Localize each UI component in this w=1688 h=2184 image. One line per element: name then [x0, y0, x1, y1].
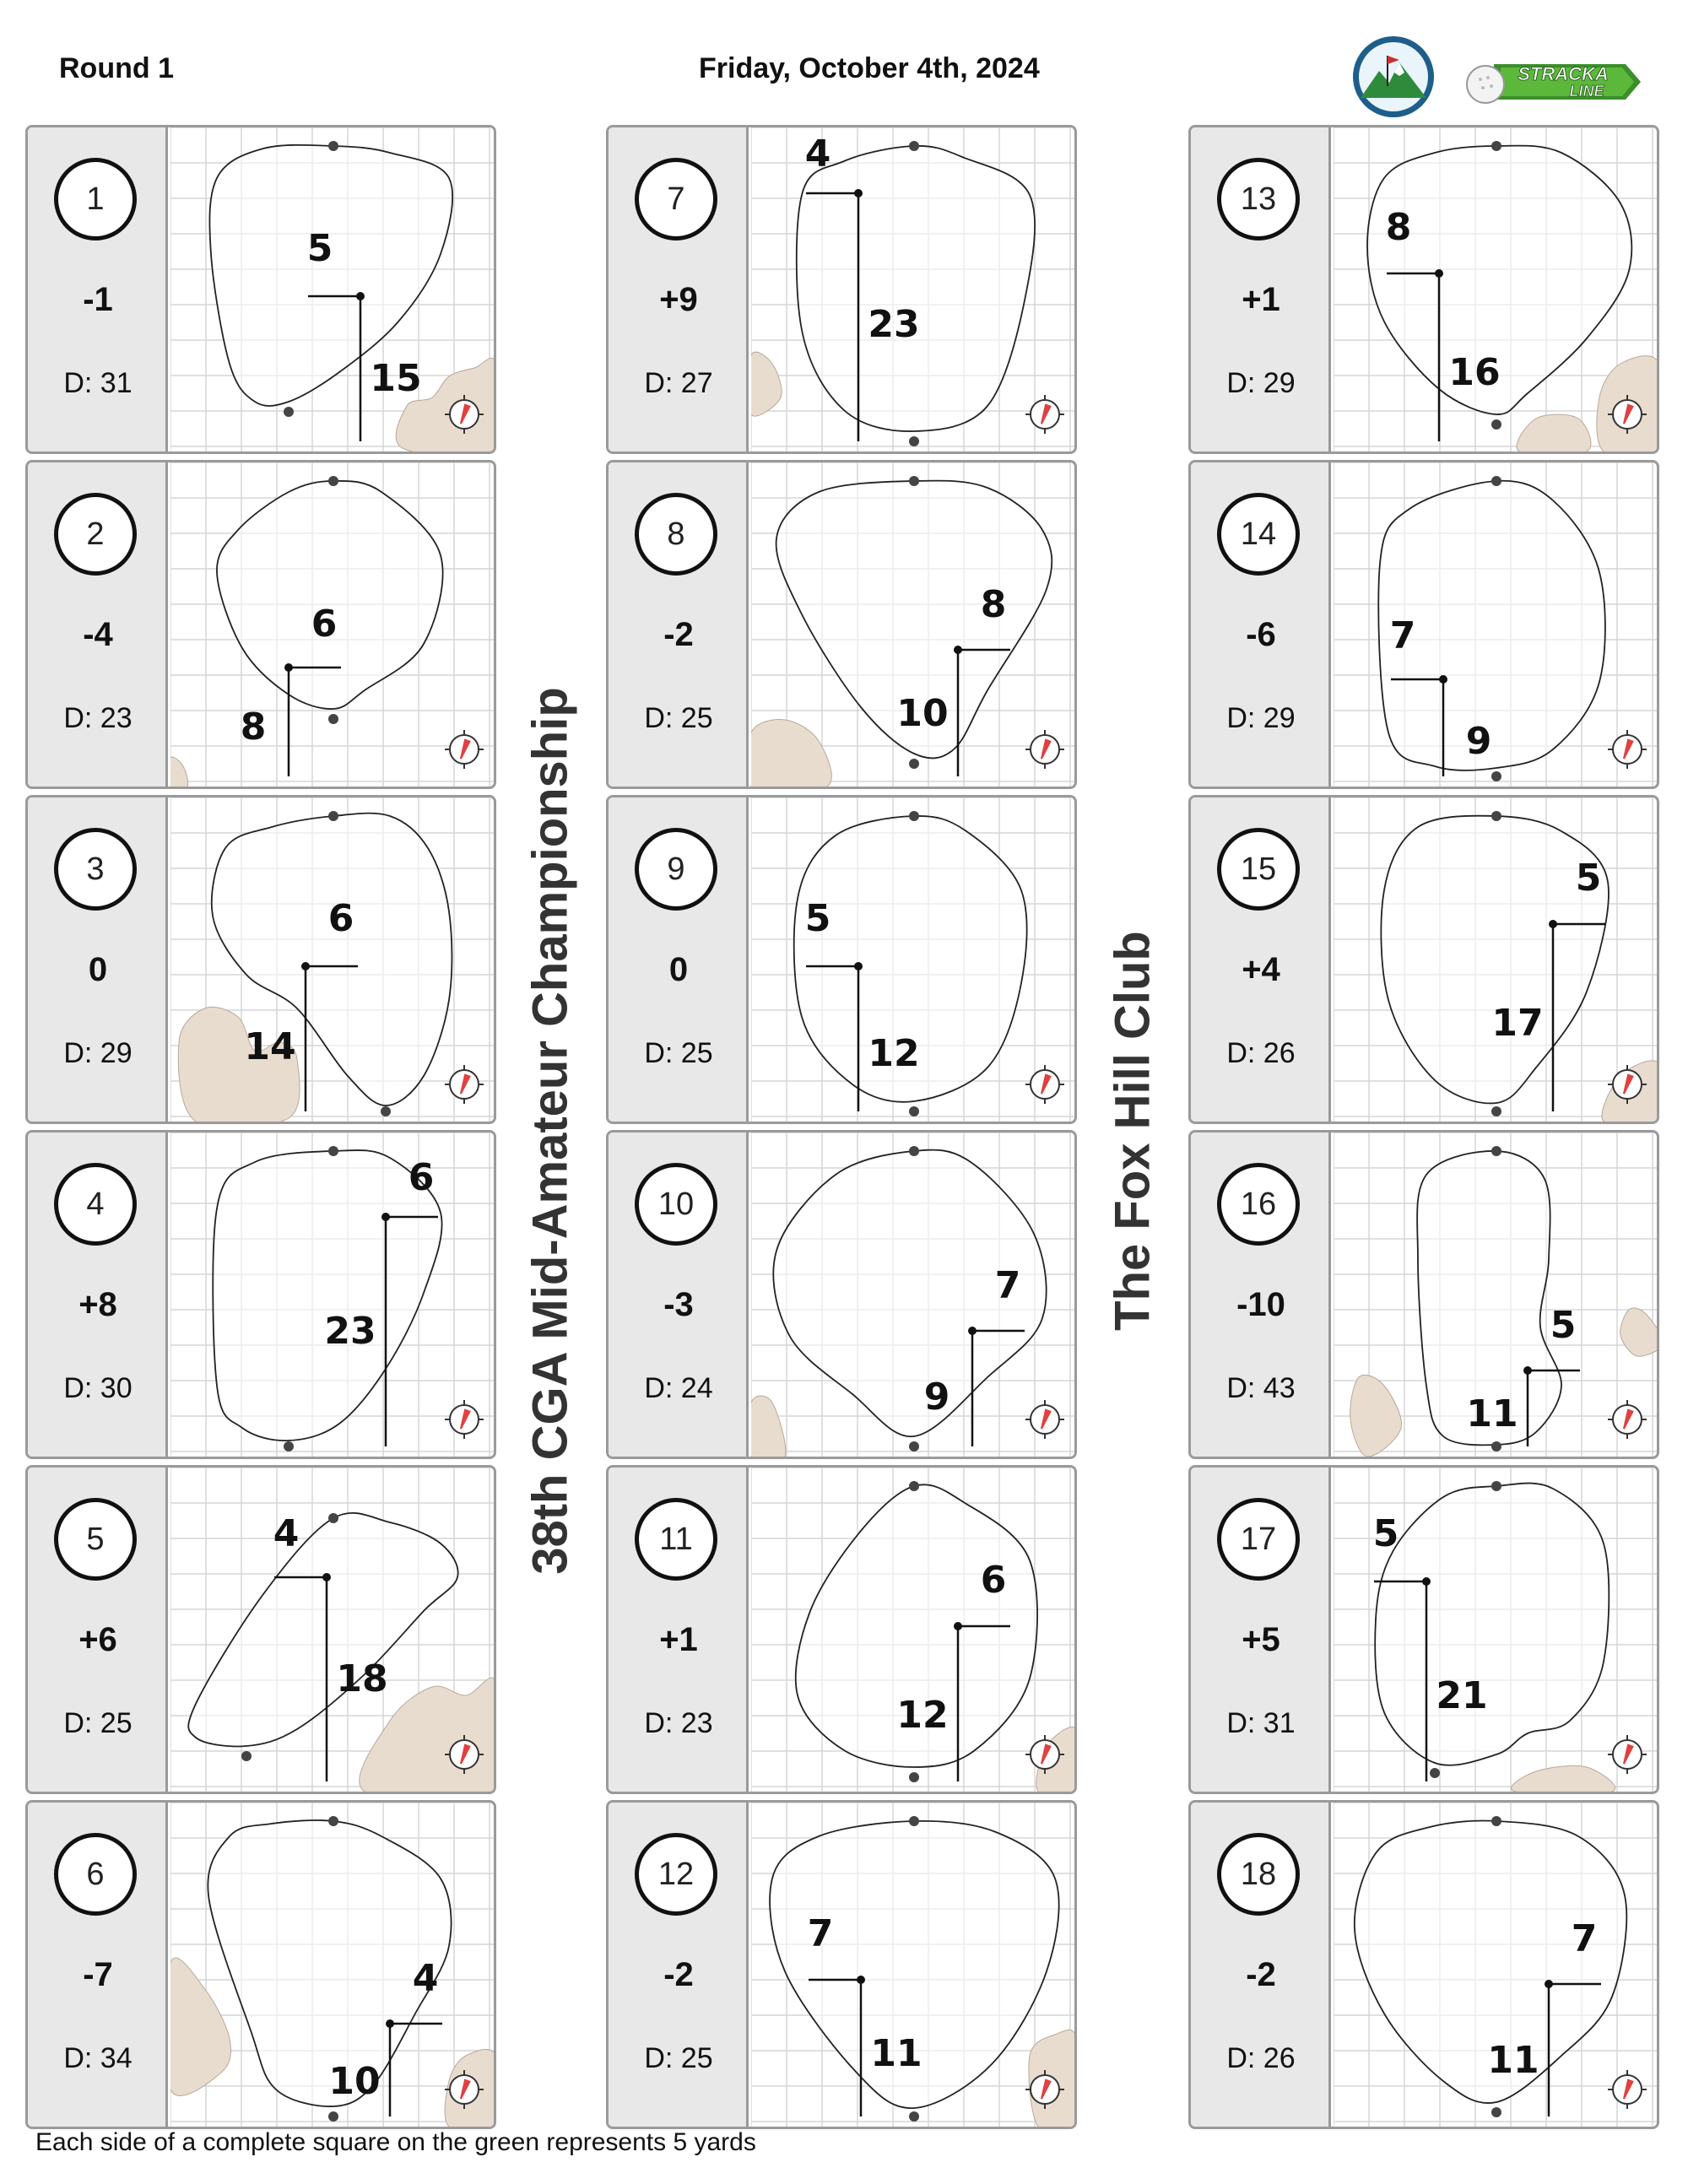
- pin-front-yards: 23: [324, 1310, 376, 1353]
- pin-front-yards: 21: [1436, 1674, 1488, 1717]
- pin-marker: [386, 2019, 394, 2028]
- green-diagram: [751, 797, 1077, 1122]
- pin-side-yards: 5: [306, 227, 333, 270]
- green-outline: [797, 146, 1035, 431]
- hole-info-panel: [1191, 462, 1331, 787]
- pin-front-yards: 12: [896, 1694, 949, 1737]
- compass-icon: [1025, 395, 1064, 434]
- hole-number: 6: [54, 1833, 137, 1916]
- back-marker: [909, 1481, 919, 1491]
- pin-front-yards: 8: [240, 705, 267, 749]
- green-depth: D: 25: [644, 2042, 713, 2074]
- front-marker: [284, 1441, 294, 1451]
- hole-info-panel: [1191, 1803, 1331, 2127]
- back-marker: [328, 1816, 338, 1826]
- hole-number: 13: [1217, 158, 1300, 241]
- back-marker: [1491, 811, 1501, 821]
- pin-marker: [284, 663, 293, 672]
- hole-number: 18: [1217, 1833, 1300, 1916]
- pin-front-yards: 9: [1465, 720, 1492, 763]
- pin-front-yards: 11: [870, 2032, 922, 2075]
- hole-score: -3: [663, 1286, 694, 1323]
- hole-card: [606, 125, 1077, 454]
- hole-card: [606, 1130, 1077, 1459]
- sponsor-word1: STRACKA: [1518, 63, 1609, 84]
- hole-card: [606, 1800, 1077, 2129]
- pin-marker: [857, 1976, 865, 1984]
- pin-marker: [381, 1213, 390, 1221]
- pin-front-yards: 9: [923, 1376, 950, 1419]
- back-marker: [1491, 1146, 1501, 1156]
- green-diagram: [170, 127, 496, 451]
- pin-front-yards: 14: [244, 1025, 296, 1068]
- front-marker: [381, 1106, 391, 1116]
- hole-card: [25, 1465, 496, 1794]
- pin-side-yards: 4: [273, 1512, 300, 1555]
- pin-side-yards: 4: [804, 132, 831, 176]
- hole-card: [25, 460, 496, 789]
- sponsor-word2: LINE: [1569, 83, 1604, 100]
- compass-icon: [1608, 1735, 1647, 1774]
- bunker: [1511, 1765, 1615, 1792]
- pin-side-yards: 7: [994, 1264, 1021, 1307]
- pin-marker: [322, 1573, 331, 1581]
- back-marker: [328, 811, 338, 821]
- green-depth: D: 24: [644, 1372, 713, 1404]
- hole-score: +9: [659, 281, 698, 318]
- front-marker: [1491, 1441, 1501, 1451]
- green-depth: D: 29: [63, 1037, 133, 1069]
- hole-info-panel: [28, 1133, 168, 1457]
- hole-info-panel: [28, 462, 168, 787]
- hole-info-panel: [1191, 1133, 1331, 1457]
- hole-score: +1: [659, 1621, 698, 1658]
- hole-score: -4: [83, 616, 113, 653]
- green-depth: D: 34: [63, 2042, 133, 2074]
- back-marker: [1491, 1816, 1501, 1826]
- pin-marker: [356, 292, 365, 300]
- green-depth: D: 26: [1226, 1037, 1296, 1069]
- pin-side-yards: 5: [1550, 1304, 1577, 1347]
- hole-info-panel: [609, 462, 749, 787]
- green-diagram: [1334, 1803, 1659, 2127]
- compass-icon: [1025, 1065, 1064, 1104]
- front-marker: [328, 714, 338, 724]
- bunker: [170, 757, 188, 787]
- green-diagram: [170, 462, 496, 787]
- green-depth: D: 29: [1226, 367, 1296, 399]
- sponsor-logo: [1460, 52, 1646, 111]
- hole-number: 8: [635, 493, 717, 576]
- pin-marker: [1523, 1366, 1532, 1375]
- compass-icon: [1608, 730, 1647, 769]
- event-title: 38th CGA Mid-Amateur Championship: [522, 687, 578, 1575]
- hole-card: [1188, 460, 1659, 789]
- hole-info-panel: [28, 797, 168, 1122]
- green-diagram: [1334, 1468, 1659, 1792]
- green-diagram: [1334, 797, 1659, 1122]
- pin-side-yards: 6: [327, 897, 354, 940]
- green-depth: D: 25: [644, 1037, 713, 1069]
- hole-score: -2: [1246, 1956, 1276, 1993]
- hole-number: 15: [1217, 828, 1300, 911]
- front-marker: [284, 407, 294, 417]
- hole-info-panel: [609, 127, 749, 451]
- club-name: The Fox Hill Club: [1105, 931, 1160, 1331]
- green-diagram: [170, 1803, 496, 2127]
- back-marker: [1491, 476, 1501, 486]
- pin-side-yards: 6: [311, 603, 338, 646]
- hole-number: 11: [635, 1498, 717, 1581]
- hole-info-panel: [609, 1803, 749, 2127]
- pin-marker: [1422, 1577, 1431, 1586]
- green-diagram: [1334, 462, 1659, 787]
- hole-card: [25, 795, 496, 1124]
- hole-score: -2: [663, 616, 694, 653]
- event-date: Friday, October 4th, 2024: [699, 52, 1040, 84]
- back-marker: [909, 1146, 919, 1156]
- hole-number: 14: [1217, 493, 1300, 576]
- hole-info-panel: [609, 1133, 749, 1457]
- front-marker: [1491, 771, 1501, 781]
- back-marker: [909, 1816, 919, 1826]
- pin-marker: [954, 1622, 962, 1630]
- front-marker: [909, 759, 919, 769]
- green-diagram: [1334, 1133, 1659, 1457]
- hole-number: 9: [635, 828, 717, 911]
- back-marker: [1491, 1481, 1501, 1491]
- hole-card: [25, 1800, 496, 2129]
- hole-number: 10: [635, 1163, 717, 1246]
- hole-info-panel: [1191, 127, 1331, 451]
- hole-number: 5: [54, 1498, 137, 1581]
- green-outline: [1381, 816, 1609, 1104]
- pin-side-yards: 8: [1385, 206, 1412, 249]
- bunker: [1517, 414, 1591, 451]
- pin-marker: [1549, 920, 1557, 928]
- pin-side-yards: 7: [1571, 1917, 1598, 1960]
- pin-side-yards: 5: [1575, 857, 1602, 900]
- hole-info-panel: [28, 1803, 168, 2127]
- pin-marker: [1545, 1980, 1553, 1988]
- pin-front-yards: 18: [336, 1657, 388, 1700]
- back-marker: [328, 476, 338, 486]
- hole-number: 1: [54, 158, 137, 241]
- hole-card: [606, 460, 1077, 789]
- hole-score: +6: [78, 1621, 117, 1658]
- pin-front-yards: 11: [1466, 1392, 1518, 1435]
- back-marker: [909, 476, 919, 486]
- hole-score: +1: [1242, 281, 1280, 318]
- green-depth: D: 26: [1226, 2042, 1296, 2074]
- pin-side-yards: 4: [412, 1957, 439, 2000]
- hole-score: -1: [83, 281, 113, 318]
- green-depth: D: 23: [644, 1707, 713, 1739]
- front-marker: [241, 1751, 252, 1761]
- green-outline: [1372, 1484, 1609, 1765]
- green-depth: D: 25: [63, 1707, 133, 1739]
- pin-side-yards: 5: [1372, 1512, 1399, 1555]
- hole-card: [1188, 1800, 1659, 2129]
- back-marker: [328, 1513, 338, 1523]
- front-marker: [909, 436, 919, 446]
- front-marker: [1430, 1768, 1440, 1778]
- hole-info-panel: [28, 127, 168, 451]
- front-marker: [328, 2111, 338, 2122]
- green-diagram: [751, 1133, 1077, 1457]
- pin-front-yards: 17: [1491, 1002, 1544, 1045]
- green-depth: D: 27: [644, 367, 713, 399]
- pin-front-yards: 23: [868, 303, 920, 346]
- green-depth: D: 29: [1226, 702, 1296, 734]
- hole-card: [1188, 1465, 1659, 1794]
- hole-number: 4: [54, 1163, 137, 1246]
- compass-icon: [445, 1400, 484, 1439]
- pin-front-yards: 15: [370, 357, 422, 400]
- pin-side-yards: 6: [408, 1156, 435, 1199]
- bunker: [170, 1958, 231, 2095]
- green-diagram: [751, 1803, 1077, 2127]
- pin-marker: [854, 189, 863, 197]
- bunker: [751, 720, 831, 787]
- pin-marker: [968, 1327, 977, 1335]
- green-depth: D: 31: [63, 367, 133, 399]
- compass-icon: [1025, 1400, 1064, 1439]
- hole-score: +4: [1242, 951, 1280, 988]
- pin-side-yards: 7: [1389, 614, 1416, 657]
- front-marker: [909, 1441, 919, 1451]
- pin-marker: [854, 962, 863, 970]
- green-diagram: [170, 1468, 496, 1792]
- scale-note: Each side of a complete square on the green represents 5 yards: [35, 2128, 756, 2156]
- hole-number: 3: [54, 828, 137, 911]
- round-label: Round 1: [59, 52, 174, 84]
- pin-marker: [301, 962, 310, 970]
- pin-front-yards: 10: [896, 692, 949, 735]
- hole-score: -2: [663, 1956, 694, 1993]
- hole-card: [1188, 125, 1659, 454]
- bunker: [1350, 1375, 1402, 1457]
- front-marker: [909, 1772, 919, 1782]
- hole-card: [1188, 1130, 1659, 1459]
- hole-score: -7: [83, 1956, 113, 1993]
- compass-icon: [445, 730, 484, 769]
- back-marker: [328, 141, 338, 151]
- compass-icon: [1608, 2070, 1647, 2109]
- hole-number: 12: [635, 1833, 717, 1916]
- pin-side-yards: 6: [980, 1559, 1007, 1602]
- bunker: [751, 1396, 786, 1457]
- hole-score: +5: [1242, 1621, 1280, 1658]
- back-marker: [909, 811, 919, 821]
- hole-card: [606, 1465, 1077, 1794]
- pin-marker: [954, 646, 962, 654]
- hole-card: [606, 795, 1077, 1124]
- hole-score: -6: [1246, 616, 1276, 653]
- hole-score: 0: [88, 951, 108, 988]
- green-diagram: [170, 1133, 496, 1457]
- pin-front-yards: 10: [328, 2060, 381, 2103]
- pin-side-yards: 8: [980, 583, 1007, 626]
- pin-side-yards: 5: [804, 897, 831, 940]
- green-diagram: [751, 127, 1077, 451]
- green-diagram: [170, 797, 496, 1122]
- pin-side-yards: 7: [807, 1912, 834, 1955]
- compass-icon: [1608, 1400, 1647, 1439]
- pin-front-yards: 11: [1487, 2039, 1539, 2082]
- pin-marker: [1439, 675, 1447, 684]
- front-marker: [1491, 1106, 1501, 1116]
- green-depth: D: 31: [1226, 1707, 1296, 1739]
- back-marker: [328, 1146, 338, 1156]
- hole-score: +8: [78, 1286, 117, 1323]
- green-depth: D: 23: [63, 702, 133, 734]
- hole-info-panel: [1191, 1468, 1331, 1792]
- hole-info-panel: [1191, 797, 1331, 1122]
- hole-card: [25, 1130, 496, 1459]
- hole-score: -10: [1236, 1286, 1285, 1323]
- green-depth: D: 25: [644, 702, 713, 734]
- back-marker: [909, 141, 919, 151]
- hole-info-panel: [28, 1468, 168, 1792]
- green-depth: D: 43: [1226, 1372, 1296, 1404]
- pin-front-yards: 16: [1448, 351, 1501, 394]
- hole-card: [25, 125, 496, 454]
- bunker: [1620, 1308, 1659, 1356]
- green-diagram: [1334, 127, 1659, 451]
- compass-icon: [1025, 730, 1064, 769]
- hole-info-panel: [609, 1468, 749, 1792]
- hole-number: 17: [1217, 1498, 1300, 1581]
- front-marker: [1491, 2107, 1501, 2117]
- club-logo: [1350, 34, 1436, 120]
- hole-number: 2: [54, 493, 137, 576]
- green-diagram: [751, 1468, 1077, 1792]
- back-marker: [1491, 141, 1501, 151]
- hole-number: 7: [635, 158, 717, 241]
- bunker: [751, 352, 782, 416]
- front-marker: [1491, 419, 1501, 430]
- hole-info-panel: [609, 797, 749, 1122]
- green-diagram: [751, 462, 1077, 787]
- pin-front-yards: 12: [868, 1032, 920, 1075]
- compass-icon: [445, 1065, 484, 1104]
- front-marker: [909, 2111, 919, 2122]
- pin-marker: [1435, 269, 1443, 278]
- green-depth: D: 30: [63, 1372, 133, 1404]
- hole-score: 0: [668, 951, 689, 988]
- hole-number: 16: [1217, 1163, 1300, 1246]
- front-marker: [909, 1106, 919, 1116]
- hole-card: [1188, 795, 1659, 1124]
